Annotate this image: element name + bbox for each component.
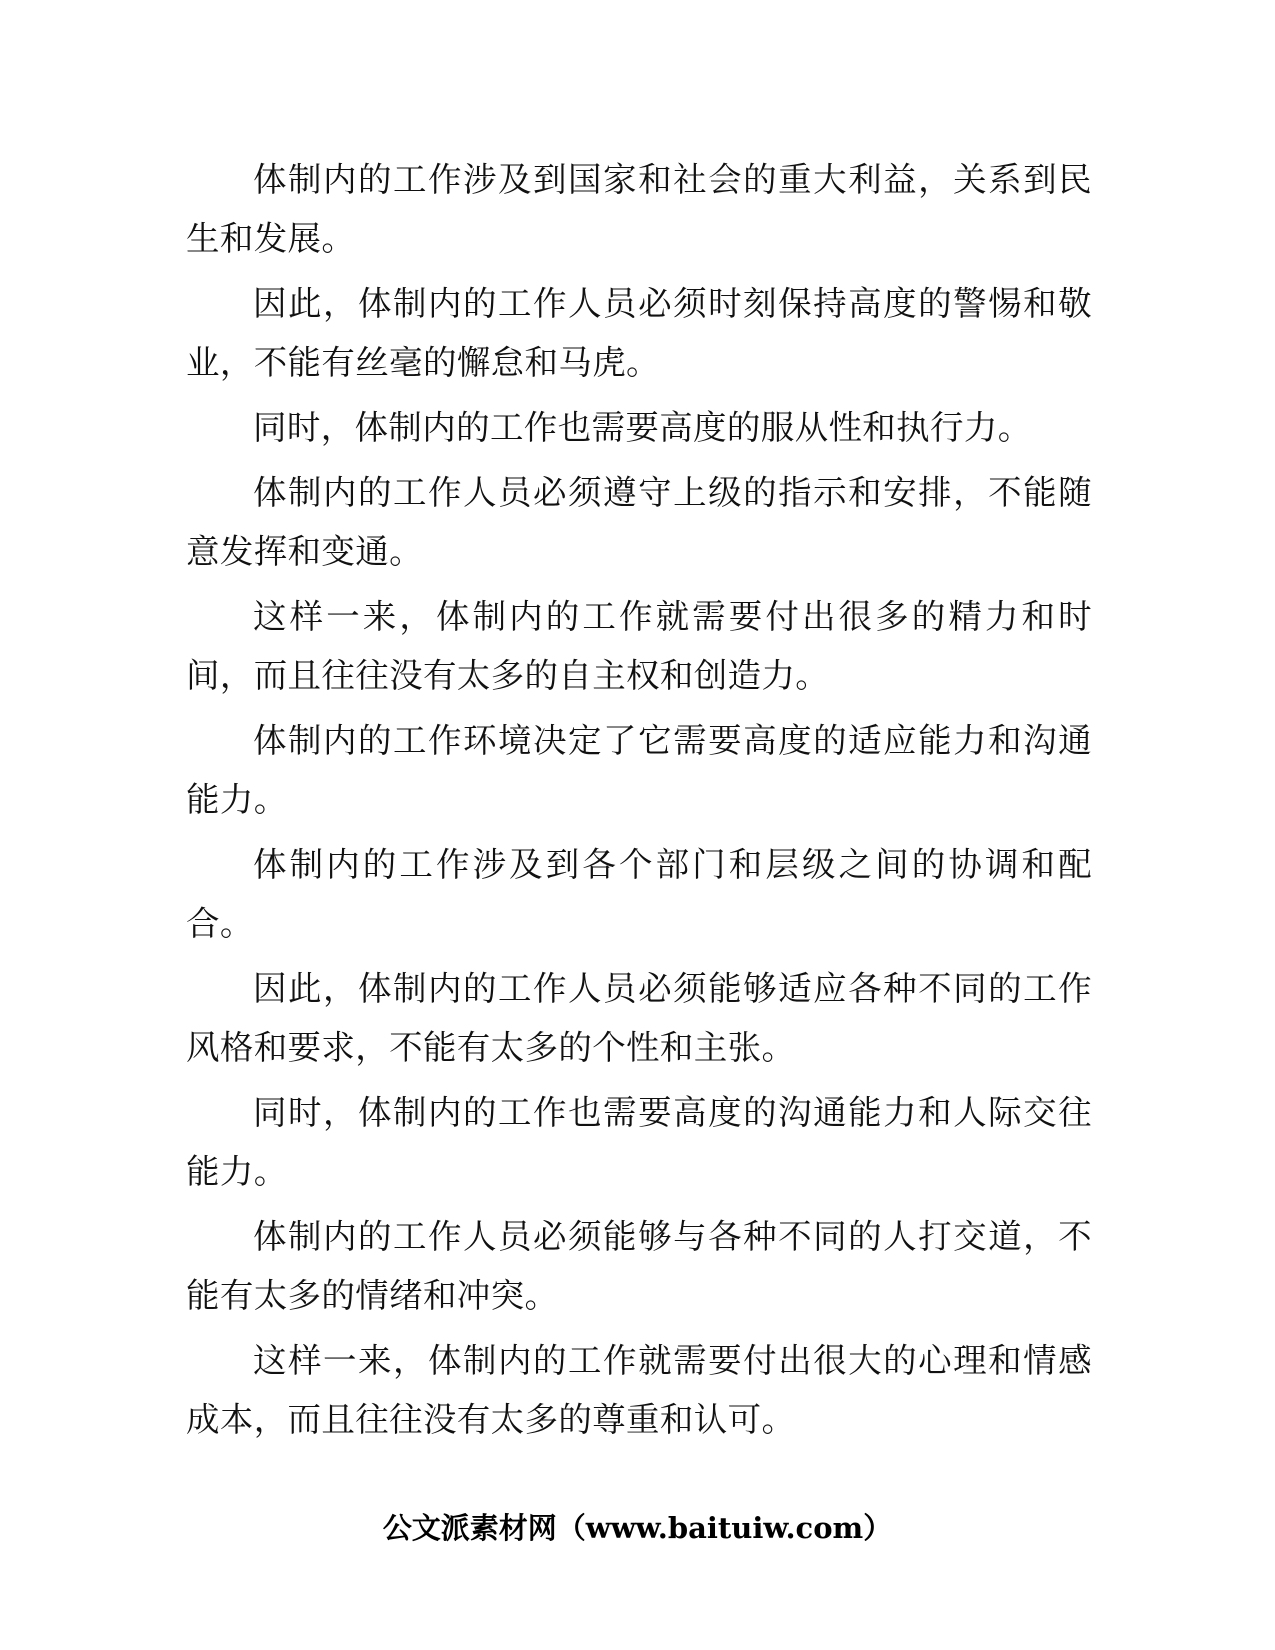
paragraph-3: 同时，体制内的工作也需要高度的服从性和执行力。 bbox=[253, 408, 1032, 447]
paragraph-2: 因此，体制内的工作人员必须时刻保持高度的警惕和敬业，不能有丝毫的懈怠和马虎。 bbox=[186, 284, 1092, 382]
paragraph-4: 体制内的工作人员必须遵守上级的指示和安排，不能随意发挥和变通。 bbox=[186, 473, 1092, 571]
paragraph-9: 同时，体制内的工作也需要高度的沟通能力和人际交往能力。 bbox=[186, 1093, 1092, 1191]
paragraph-5: 这样一来，体制内的工作就需要付出很多的精力和时间，而且往往没有太多的自主权和创造力。 bbox=[186, 597, 1092, 695]
paragraph-6: 体制内的工作环境决定了它需要高度的适应能力和沟通能力。 bbox=[186, 721, 1092, 819]
page-footer: 公文派素材网（www.baituiw.com） bbox=[382, 1511, 893, 1545]
paragraph-10: 体制内的工作人员必须能够与各种不同的人打交道，不能有太多的情绪和冲突。 bbox=[186, 1217, 1092, 1315]
document-body bbox=[186, 150, 1092, 1455]
paragraph-8: 因此，体制内的工作人员必须能够适应各种不同的工作风格和要求，不能有太多的个性和主张。 bbox=[186, 969, 1092, 1067]
paragraph-11: 这样一来，体制内的工作就需要付出很大的心理和情感成本，而且往往没有太多的尊重和认可。 bbox=[186, 1341, 1092, 1439]
paragraph-7: 体制内的工作涉及到各个部门和层级之间的协调和配合。 bbox=[186, 845, 1092, 943]
paragraph-1: 体制内的工作涉及到国家和社会的重大利益，关系到民生和发展。 bbox=[186, 160, 1092, 258]
